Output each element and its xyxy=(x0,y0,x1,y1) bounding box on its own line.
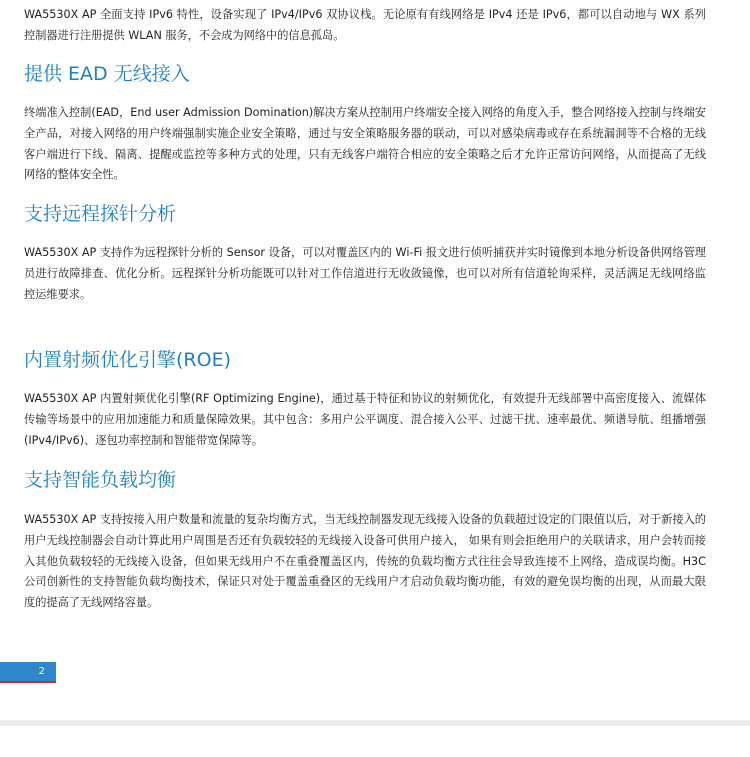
section-body-remote-probe: WA5530X AP 支持作为远程探针分析的 Sensor 设备，可以对覆盖区内的 Wi-Fi 报文进行侦听捕获并实时镜像到本地分析设备供网络管理员进行故障排查、优化分析。远程探针分析功能既可以针对工作信道进行无收敛镜像，也可以对所有信道轮询采样，灵活满足无线网络监控运维要求。 xyxy=(24,246,706,301)
section-heading-roe: 内置射频优化引擎(ROE) xyxy=(24,349,231,371)
page-number-rule xyxy=(0,681,56,683)
section-body-roe: WA5530X AP 内置射频优化引擎(RF Optimizing Engine)，通过基于特征和协议的射频优化，有效提升无线部署中高密度接入、流媒体传输等场景中的应用加速能力和质量保障效果。其中包含：多用户公平调度、混合接入公平、过滤干扰、速率最优、频谱导航、组播增强(IPv4/IPv6)、逐包功率控制和智能带宽保障等。 xyxy=(24,392,706,447)
page-separator xyxy=(0,720,750,726)
section-heading-ead: 提供 EAD 无线接入 xyxy=(24,63,190,85)
section-body-ead: 终端准入控制(EAD，End user Admission Domination)解决方案从控制用户终端安全接入网络的角度入手，整合网络接入控制与终端安全产品，对接入网络的用户终端强制实施企业安全策略，通过与安全策略服务器的联动，可以对感染病毒或存在系统漏洞等不合格的无线客户端进行下线、隔离、提醒或监控等多种方式的处理，只有无线客户端符合相应的安全策略之后才允许正常访问网络，从而提高了无线网络的整体安全性。 xyxy=(24,106,706,182)
section-heading-remote-probe: 支持远程探针分析 xyxy=(24,203,177,225)
page-number-badge: 2 xyxy=(0,662,56,681)
intro-paragraph: WA5530X AP 全面支持 IPv6 特性，设备实现了 IPv4/IPv6 双协议栈。无论原有有线网络是 IPv4 还是 IPv6，都可以自动地与 WX 系列控制器进行注册提供 WLAN 服务，不会成为网络中的信息孤岛。 xyxy=(24,8,706,42)
section-heading-load-balance: 支持智能负载均衡 xyxy=(24,469,177,491)
section-body-load-balance: WA5530X AP 支持按接入用户数量和流量的复杂均衡方式，当无线控制器发现无线接入设备的负载超过设定的门限值以后，对于新接入的用户无线控制器会自动计算此用户周围是否还有负载较轻的无线接入设备可供用户接入， 如果有则会拒绝用户的关联请求，用户会转而接入其他负载较轻的无线接入设备，但如果无线用户不在重叠覆盖区内，传统的负载均衡方式往往会导致连接不上网络，造成误均衡。H3C 公司创新性的支持智能负载均衡技术，保证只对处于覆盖重叠区的无线用户才启动负载均衡功能，有效的避免误均衡的出现，从而最大限度的提高了无线网络容量。 xyxy=(24,513,706,610)
